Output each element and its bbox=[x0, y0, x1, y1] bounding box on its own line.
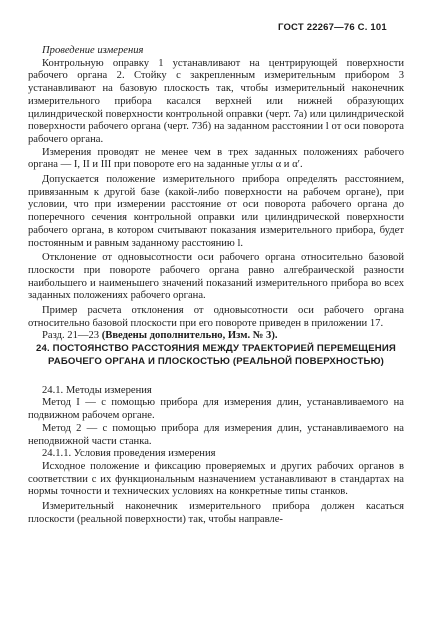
page-header: ГОСТ 22267—76 С. 101 bbox=[278, 22, 387, 33]
paragraph: Контрольную оправку 1 устанавливают на центрирующей поверхности рабочего органа 2. Стойку с закрепленным измерительным прибором 3 устанавливают на базовую плоскость так, чтобы измерительный наконечник измерительного прибора касался верхней или нижней образующих цилиндрической поверхности контрольной оправки (черт. 7а) или цилиндрической поверхности рабочего органа (черт. 73б) на заданном расстоянии l от оси поворота рабочего органа. bbox=[28, 57, 404, 145]
paragraph: Допускается положение измерительного прибора определять расстоянием, привязанным к другой базе (какой-либо поверхности на рабочем органе), при условии, что при измерении расстояние от оси поворота рабочего органа до поперечного сечения контрольной оправки или цилиндрической поверхности рабочего органа, в котором считывают показания измерительного прибора, будет постоянным и равным заданному расстоянию l. bbox=[28, 174, 404, 249]
section-24-title: 24. ПОСТОЯНСТВО РАССТОЯНИЯ МЕЖДУ ТРАЕКТОРИЕЙ ПЕРЕМЕЩЕНИЯ РАБОЧЕГО ОРГАНА И ПЛОСКОСТЬЮ (РЕАЛЬНОЙ ПОВЕРХНОСТЬЮ) bbox=[36, 343, 396, 367]
paragraph: Измерительный наконечник измерительного прибора должен касаться плоскости (реальной поверхности) так, чтобы направле- bbox=[28, 501, 404, 525]
subsection-heading: 24.1.1. Условия проведения измерения bbox=[42, 448, 216, 460]
paragraph: Пример расчета отклонения от одновысотности оси рабочего органа относительно базовой плоскости при его повороте приведен в приложении 17. bbox=[28, 305, 404, 329]
amendment-prefix: Разд. 21—23 bbox=[42, 330, 102, 342]
amendment-note bbox=[28, 330, 404, 343]
amendment-bold: (Введены дополнительно, Изм. № 3). bbox=[101, 330, 278, 342]
method-2: Метод 2 — с помощью прибора для измерения длин, устанавливаемого на неподвижной части станка. bbox=[28, 422, 404, 447]
paragraph: Измерения проводят не менее чем в трех заданных положениях рабочего органа — I, II и III при повороте его на заданные углы α и α′. bbox=[28, 146, 404, 171]
subsection-heading: 24.1. Методы измерения bbox=[42, 384, 152, 396]
section-heading: Проведение измерения bbox=[42, 45, 144, 56]
paragraph: Исходное положение и фиксацию проверяемых и других рабочих органов в соответствии с их функциональным назначением устанавливают в стандартах на нормы точности и технических условиях на конкретные типы станков. bbox=[28, 460, 404, 498]
page-body bbox=[28, 45, 404, 527]
method-1: Метод I — с помощью прибора для измерения длин, устанавливаемого на подвижном рабочем органе. bbox=[28, 397, 404, 422]
paragraph: Отклонение от одновысотности оси рабочего органа относительно базовой плоскости при повороте рабочего органа равно алгебраической разности наибольшего и наименьшего значений показаний измерительного прибора во всех заданных положениях рабочего органа. bbox=[28, 252, 404, 302]
